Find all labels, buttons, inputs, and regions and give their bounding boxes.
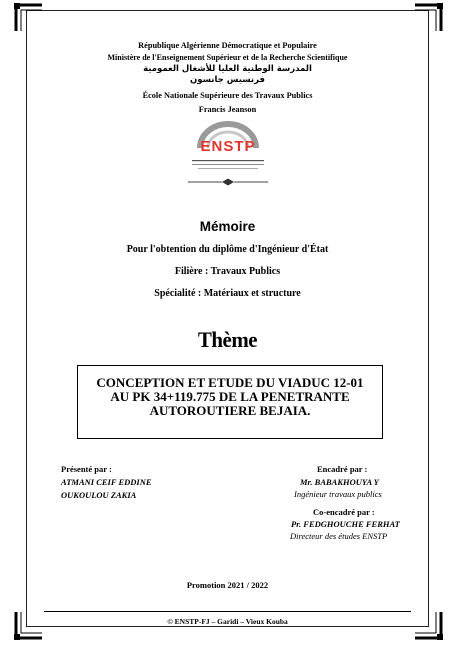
supervisor-name: Mr. BABAKHOUYA Y — [300, 477, 379, 487]
thesis-title-box — [77, 365, 383, 439]
enstp-logo — [178, 120, 278, 175]
co-supervisor-name: Pr. FEDGHOUCHE FERHAT — [291, 519, 400, 529]
header-arabic-name: فرنسيس جانسون — [190, 75, 265, 85]
document-type: Mémoire — [199, 219, 256, 234]
student-name-1: ATMANI CEIF EDDINE — [61, 477, 152, 487]
document-purpose: Pour l'obtention du diplôme d'Ingénieur d'État — [126, 244, 329, 255]
co-supervisor-label: Co-encadré par : — [313, 507, 375, 517]
logo-text: ENSTP — [200, 138, 256, 155]
footer-copyright: © ENSTP-FJ – Garidi – Vieux Kouba — [167, 617, 288, 626]
theme-label: Thème — [197, 327, 258, 352]
thesis-title-line-2: AU PK 34+119.775 DE LA PENETRANTE — [110, 389, 350, 404]
corner-ornament-top-right — [413, 3, 443, 33]
presented-by-label: Présenté par : — [61, 464, 112, 474]
header-school-name: Francis Jeanson — [198, 105, 257, 114]
header-republic: République Algérienne Démocratique et Populaire — [138, 41, 317, 50]
header-ministry: Ministère de l'Enseignement Supérieur et de la Recherche Scientifique — [107, 53, 348, 62]
footer-rule — [44, 611, 411, 612]
promotion-year: Promotion 2021 / 2022 — [186, 580, 269, 590]
corner-ornament-top-left — [14, 3, 44, 33]
supervisor-label: Encadré par : — [317, 464, 368, 474]
header-arabic-school: المدرسة الوطنية العليا للأشغال العمومية — [143, 64, 312, 74]
student-name-2: OUKOULOU ZAKIA — [61, 490, 137, 500]
co-supervisor-role: Directeur des études ENSTP — [290, 531, 388, 541]
thesis-title-line-1: CONCEPTION ET ETUDE DU VIADUC 12-01 — [96, 375, 364, 390]
ornamental-divider — [188, 178, 268, 186]
header-school: École Nationale Supérieure des Travaux Publics — [142, 91, 313, 100]
thesis-title-line-3: AUTOROUTIERE BEJAIA. — [149, 403, 311, 418]
supervisor-role: Ingénieur travaux publics — [294, 489, 382, 499]
document-field: Filière : Travaux Publics — [174, 266, 281, 277]
document-specialty: Spécialité : Matériaux et structure — [154, 288, 301, 299]
